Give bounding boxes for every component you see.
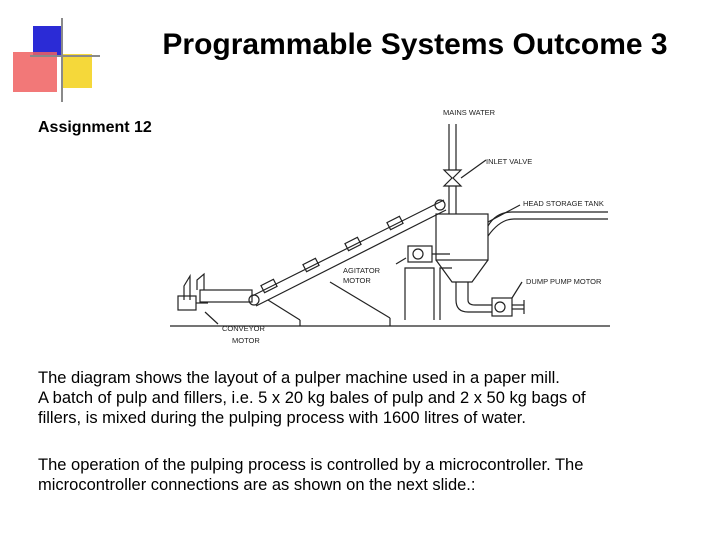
conveyor-motor [178, 296, 196, 310]
loading-platform [200, 290, 252, 302]
label-mains-water: MAINS WATER [443, 108, 496, 117]
conveyor-belt [249, 200, 446, 326]
label-agitator-motor-2: MOTOR [343, 276, 371, 285]
description-paragraph-2 [38, 455, 698, 495]
label-conveyor-motor-2: MOTOR [232, 336, 260, 345]
inlet-valve [444, 170, 461, 186]
label-dump-pump-motor: DUMP PUMP MOTOR [526, 277, 602, 286]
assignment-label: Assignment 12 [38, 119, 152, 136]
agitator-motor [408, 246, 432, 262]
paragraph-1-line-2: A batch of pulp and fillers, i.e. 5 x 20 kg bales of pulp and 2 x 50 kg bags of [38, 389, 586, 407]
label-inlet-valve: INLET VALVE [486, 157, 533, 166]
label-conveyor-motor-1: CONVEYOR [222, 324, 265, 333]
label-head-storage-tank: HEAD STORAGE TANK [523, 199, 604, 208]
paragraph-2-line-2: microcontroller connections are as shown on the next slide.: [38, 476, 476, 494]
description-paragraph-1 [38, 368, 698, 428]
paragraph-2-line-1: The operation of the pulping process is controlled by a microcontroller. The [38, 456, 584, 474]
head-storage-tank [436, 214, 488, 260]
slide-title: Programmable Systems Outcome 3 [162, 28, 668, 61]
label-agitator-motor-1: AGITATOR [343, 266, 381, 275]
paragraph-1-line-1: The diagram shows the layout of a pulper machine used in a paper mill. [38, 369, 560, 387]
paragraph-1-line-3: fillers, is mixed during the pulping process with 1600 litres of water. [38, 409, 526, 427]
